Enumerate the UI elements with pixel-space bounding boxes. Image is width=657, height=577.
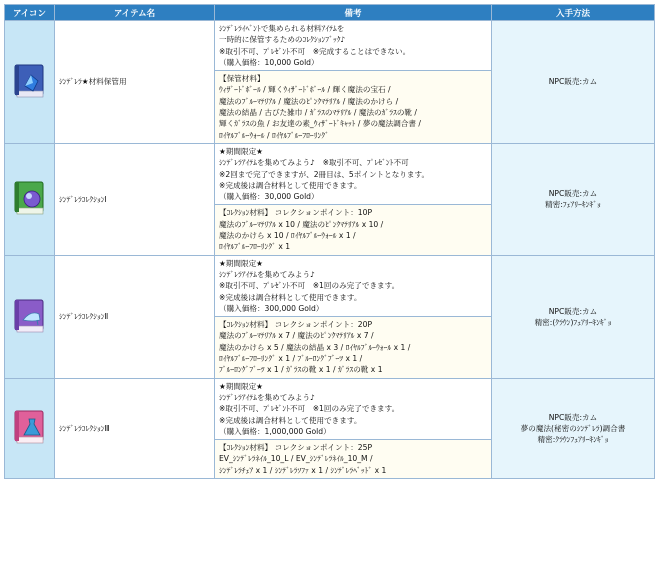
acquire-line: 精密:ｸﾗｳﾝﾌｪｱﾘｰｷﾝｷﾞｮ [537, 434, 609, 444]
materials-line: ｳｨｻﾞｰﾄﾞﾎﾞｰﾙ / 輝くｳｨｻﾞｰﾄﾞﾎﾞｰﾙ / 輝く魔法の宝石 / [219, 85, 391, 95]
header-notes: 備考 [215, 5, 492, 21]
materials-line: 【ｺﾚｸｼｮﾝ材料】 コレクションポイント：10P [219, 208, 373, 218]
description-line: 一時的に保管するためのｺﾚｸｼｮﾝﾌﾞｯｸ♪ [219, 35, 346, 45]
item-name: ｼﾝﾃﾞﾚﾗｺﾚｸｼｮﾝⅡ [55, 255, 215, 378]
materials-line: 魔法のﾌﾞﾙｰﾏﾃﾘｱﾙ x 10 / 魔法のﾋﾟﾝｸﾏﾃﾘｱﾙ x 10 / [219, 219, 384, 229]
materials-line: ﾛｲﾔﾙﾌﾞﾙｰｳｫｰﾙ / ﾛｲﾔﾙﾌﾞﾙｰﾌﾛｰﾘﾝｸﾞ [219, 130, 329, 140]
blue-book-with-gem-icon [11, 61, 49, 101]
table-row [5, 21, 655, 71]
item-description [215, 21, 492, 71]
materials-line: 【ｺﾚｸｼｮﾝ材料】 コレクションポイント：20P [219, 320, 373, 330]
description-line: ｼﾝﾃﾞﾚﾗｱｲﾃﾑを集めてみよう♪ [219, 392, 315, 402]
materials-line: 【保管材料】 [219, 74, 265, 84]
item-icon-cell [5, 143, 55, 255]
description-line: ★期間限定★ [219, 381, 263, 391]
description-line: ｼﾝﾃﾞﾚﾗｱｲﾃﾑを集めてみよう♪ ※取引不可、ﾌﾟﾚｾﾞﾝﾄ不可 [219, 158, 409, 168]
item-materials [215, 317, 492, 378]
acquire-method [492, 143, 655, 255]
acquire-line: NPC販売:カム [548, 306, 598, 316]
item-icon-cell [5, 255, 55, 378]
materials-line: EV_ｼﾝﾃﾞﾚﾗﾈｲﾙ_10_L / EV_ｼﾝﾃﾞﾚﾗﾈｲﾙ_10_M / [219, 454, 373, 464]
item-name: ｼﾝﾃﾞﾚﾗｺﾚｸｼｮﾝⅠ [55, 143, 215, 255]
acquire-method [492, 21, 655, 144]
acquire-method [492, 378, 655, 478]
description-line: （購入価格：300,000 Gold） [219, 303, 324, 313]
header-item-name: アイテム名 [55, 5, 215, 21]
description-line: （購入価格：1,000,000 Gold） [219, 426, 331, 436]
acquire-line: NPC販売:カム [548, 189, 598, 199]
table-row [5, 255, 655, 316]
description-line: （購入価格：30,000 Gold） [219, 192, 319, 202]
materials-line: ﾛｲﾔﾙﾌﾞﾙｰﾌﾛｰﾘﾝｸﾞ x 1 [219, 242, 291, 252]
description-line: ※完成後は調合材料として使用できます。 [219, 415, 362, 425]
description-line: ※取引不可、ﾌﾟﾚｾﾞﾝﾄ不可 ※完成することはできない。 [219, 46, 411, 56]
description-line: ※完成後は調合材料として使用できます。 [219, 292, 362, 302]
table-header-row [5, 5, 655, 21]
item-description [215, 378, 492, 439]
item-description [215, 143, 492, 204]
item-materials [215, 440, 492, 479]
materials-line: ﾌﾞﾙｰﾛﾝｸﾞﾌﾞｰﾂ x 1 / ｶﾞﾗｽの靴 x 1 / ｶﾞﾗｽの靴 x 1 [219, 365, 383, 375]
materials-line: ﾛｲﾔﾙﾌﾞﾙｰﾌﾛｰﾘﾝｸﾞ x 1 / ﾌﾞﾙｰﾛﾝｸﾞﾌﾞｰﾂ x 1 / [219, 354, 363, 364]
item-materials [215, 205, 492, 255]
acquire-line: 精密:(ｸﾗｳﾝ)ﾌｪｱﾘｰｷﾝｷﾞｮ [534, 317, 612, 327]
table-row [5, 378, 655, 439]
description-line: ※取引不可、ﾌﾟﾚｾﾞﾝﾄ不可 ※1回のみ完了できます。 [219, 281, 400, 291]
item-icon-cell [5, 378, 55, 478]
item-materials [215, 71, 492, 144]
materials-line: 輝くｶﾞﾗｽの魚 / お友達の素_ｳｨｻﾞｰﾄﾞｷｬｯﾄ / 夢の魔法調合書 / [219, 119, 421, 129]
green-book-with-orb-icon [11, 178, 49, 218]
materials-line: 魔法のﾌﾞﾙｰﾏﾃﾘｱﾙ x 7 / 魔法のﾋﾟﾝｸﾏﾃﾘｱﾙ x 7 / [219, 331, 374, 341]
header-acquire: 入手方法 [492, 5, 655, 21]
description-line: ｼﾝﾃﾞﾚﾗｱｲﾃﾑを集めてみよう♪ [219, 269, 315, 279]
materials-line: 【ｺﾚｸｼｮﾝ材料】 コレクションポイント：25P [219, 443, 373, 453]
table-row [5, 143, 655, 204]
description-line: ※2回まで完了できますが、2冊目は、5ポイントとなります。 [219, 169, 430, 179]
acquire-line: 精密:ﾌｪｱﾘｰｷﾝｷﾞｮ [545, 200, 601, 210]
acquire-line: NPC販売:カム [548, 412, 598, 422]
description-line: ｼﾝﾃﾞﾚﾗｲﾍﾞﾝﾄで集められる材料ｱｲﾃﾑを [219, 24, 345, 33]
acquire-method [492, 255, 655, 378]
description-line: （購入価格：10,000 Gold） [219, 57, 319, 67]
item-description [215, 255, 492, 316]
header-icon: アイコン [5, 5, 55, 21]
materials-line: 魔法のかけら x 10 / ﾛｲﾔﾙﾌﾞﾙｰｳｫｰﾙ x 1 / [219, 231, 356, 241]
item-icon-cell [5, 21, 55, 144]
materials-line: 魔法のﾌﾞﾙｰﾏﾃﾘｱﾙ / 魔法のﾋﾟﾝｸﾏﾃﾘｱﾙ / 魔法のかけら / [219, 96, 399, 106]
materials-line: ｼﾝﾃﾞﾚﾗﾁｪｱ x 1 / ｼﾝﾃﾞﾚﾗｿﾌｧ x 1 / ｼﾝﾃﾞﾚﾗﾍﾞｯﾄﾞ x 1 [219, 465, 387, 475]
description-line: ※取引不可、ﾌﾟﾚｾﾞﾝﾄ不可 ※1回のみ完了できます。 [219, 404, 400, 414]
acquire-line: NPC販売:カム [548, 77, 598, 87]
description-line: ★期間限定★ [219, 146, 263, 156]
materials-line: 魔法のかけら x 5 / 魔法の結晶 x 3 / ﾛｲﾔﾙﾌﾞﾙｰｳｫｰﾙ x 1 / [219, 342, 411, 352]
description-line: ※完成後は調合材料として使用できます。 [219, 180, 362, 190]
item-name: ｼﾝﾃﾞﾚﾗ★材料保管用 [55, 21, 215, 144]
item-name: ｼﾝﾃﾞﾚﾗｺﾚｸｼｮﾝⅢ [55, 378, 215, 478]
purple-book-with-glass-slipper-icon [11, 296, 49, 336]
acquire-line: 夢の魔法(秘密のｼﾝﾃﾞﾚﾗ)調合書 [520, 423, 626, 433]
materials-line: 魔法の結晶 / 古びた雑巾 / ｶﾞﾗｽのﾏﾃﾘｱﾙ / 魔法のｶﾞﾗｽの靴 / [219, 108, 417, 118]
item-table [4, 4, 655, 479]
pink-book-with-gown-icon [11, 407, 49, 447]
description-line: ★期間限定★ [219, 258, 263, 268]
